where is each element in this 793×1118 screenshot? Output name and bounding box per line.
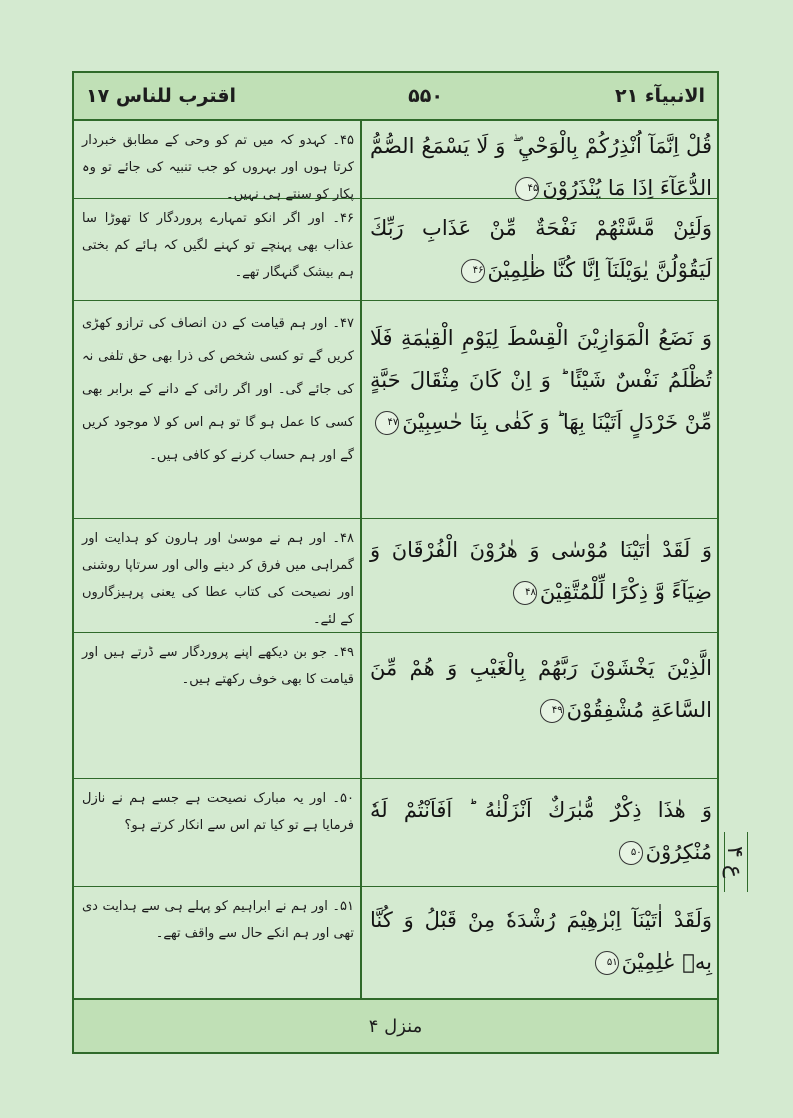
arabic-text: وَ نَضَعُ الْمَوَازِيْنَ الْقِسْطَ لِيَوْمِ الْقِيٰمَةِ فَلَا تُظْلَمُ نَفْسٌ شَيْئًا ؕ وَ اِنْ كَانَ مِثْقَالَ حَبَّةٍ مِّنْ خَرْدَلٍ اَتَيْنَا بِهَا ؕ وَ كَفٰى بِنَا حٰسِبِيْنَ۴۷ bbox=[370, 326, 712, 434]
urdu-translation: ۵۱۔ اور ہم نے ابراہیم کو پہلے ہی سے ہدایت دی تھی اور ہم انکے حال سے واقف تھے۔ bbox=[82, 899, 354, 941]
page-frame bbox=[72, 71, 719, 1054]
arabic-text: الَّذِيْنَ يَخْشَوْنَ رَبَّهُمْ بِالْغَيْبِ وَ هُمْ مِّنَ السَّاعَةِ مُشْفِقُوْنَ۴۹ bbox=[370, 656, 712, 722]
surah-title: الانبیآء ۲۱ bbox=[615, 85, 705, 107]
ayah-marker: ۵۰ bbox=[619, 841, 643, 865]
arabic-text: قُلْ اِنَّمَآ اُنْذِرُكُمْ بِالْوَحْيِ ۖ وَ لَا يَسْمَعُ الصُّمُّ الدُّعَآءَ اِذَا مَا يُنْذَرُوْنَ۴۵ bbox=[370, 134, 712, 200]
ayah-marker: ۵۱ bbox=[595, 951, 619, 975]
verse-row-46 bbox=[74, 199, 717, 301]
para-title: اقترب للناس ۱۷ bbox=[86, 85, 237, 107]
arabic-text: وَلَقَدْ اٰتَيْنَآ اِبْرٰهِيْمَ رُشْدَهٗ مِنْ قَبْلُ وَ كُنَّا بِهٖ عٰلِمِيْنَ۵۱ bbox=[370, 908, 712, 974]
arabic-text: وَ لَقَدْ اٰتَيْنَا مُوْسٰى وَ هٰرُوْنَ الْفُرْقَانَ وَ ضِيَآءً وَّ ذِكْرًا لِّلْمُتَّقِيْنَ۴۸ bbox=[370, 538, 712, 604]
arabic-text: وَ هٰذَا ذِكْرٌ مُّبٰرَكٌ اَنْزَلْنٰهُ ؕ اَفَاَنْتُمْ لَهٗ مُنْكِرُوْنَ۵۰ bbox=[370, 798, 712, 864]
ayah-marker: ۴۹ bbox=[540, 699, 564, 723]
arabic-text: وَلَئِنْ مَّسَّتْهُمْ نَفْحَةٌ مِّنْ عَذَابِ رَبِّكَ لَيَقُوْلُنَّ يٰوَيْلَنَآ اِنَّا كُنَّا ظٰلِمِيْنَ۴۶ bbox=[370, 216, 712, 282]
verse-row-45 bbox=[74, 121, 717, 202]
page-header bbox=[74, 73, 717, 121]
verse-row-47 bbox=[74, 301, 717, 519]
verse-row-50 bbox=[74, 779, 717, 887]
urdu-translation: ۴۸۔ اور ہم نے موسیٰ اور ہارون کو ہدایت اور گمراہی میں فرق کر دینے والی اور سرتاپا روشنی اور نصیحت کی کتاب عطا کی یعنی پرہیزگاروں کے لئے۔ bbox=[82, 531, 354, 627]
urdu-translation: ۴۵۔ کہدو کہ میں تم کو وحی کے مطابق خبردار کرتا ہوں اور بہروں کو جب تنبیہ کی جائے تو وہ پکار کو سنتے ہی نہیں۔ bbox=[82, 133, 354, 202]
page-footer bbox=[74, 998, 717, 1052]
ayah-marker: ۴۸ bbox=[513, 581, 537, 605]
urdu-translation: ۴۹۔ جو بن دیکھے اپنے پروردگار سے ڈرتے ہیں اور قیامت کا بھی خوف رکھتے ہیں۔ bbox=[82, 645, 354, 687]
verse-row-48 bbox=[74, 519, 717, 633]
ayah-marker: ۴۶ bbox=[461, 259, 485, 283]
ayah-marker: ۴۵ bbox=[515, 177, 539, 201]
verse-row-49 bbox=[74, 633, 717, 779]
ayah-marker: ۴۷ bbox=[375, 411, 399, 435]
ruku-marker: ع ۴ bbox=[724, 832, 748, 892]
verse-row-51 bbox=[74, 887, 717, 1002]
urdu-translation: ۵۰۔ اور یہ مبارک نصیحت ہے جسے ہم نے نازل فرمایا ہے تو کیا تم اس سے انکار کرتے ہو؟ bbox=[82, 791, 354, 833]
urdu-translation: ۴۶۔ اور اگر انکو تمہارے پروردگار کا تھوڑا سا عذاب بھی پہنچے تو کہنے لگیں کہ ہائے کم بختی ہم بیشک گنہگار تھے۔ bbox=[82, 211, 354, 280]
manzil-label: منزل ۴ bbox=[368, 1015, 423, 1037]
urdu-translation: ۴۷۔ اور ہم قیامت کے دن انصاف کی ترازو کھڑی کریں گے تو کسی شخص کی ذرا بھی حق تلفی نہ کی جائے گی۔ اور اگر رائی کے دانے کے برابر بھی کسی کا عمل ہو گا تو ہم اس کو لا موجود کریں گے اور ہم حساب کرنے کو کافی ہیں۔ bbox=[82, 316, 354, 463]
page-number: ۵۵۰ bbox=[408, 85, 443, 107]
